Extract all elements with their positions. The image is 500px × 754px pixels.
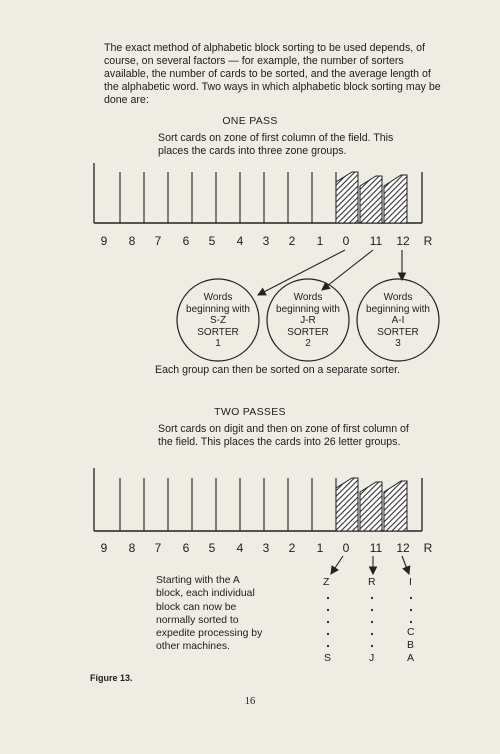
figure-label: Figure 13. xyxy=(90,673,133,683)
card-stack-2-0 xyxy=(336,478,358,531)
one-pass-caption: Each group can then be sorted on a separate sorter. xyxy=(155,364,400,376)
pocket-label-4: 4 xyxy=(236,234,244,248)
svg-text:0: 0 xyxy=(342,541,350,555)
two-pass-pocket-labels xyxy=(101,541,433,555)
svg-text:1: 1 xyxy=(316,541,324,555)
pocket-label-0: 0 xyxy=(342,234,350,248)
svg-text:8: 8 xyxy=(128,541,136,555)
svg-text:12: 12 xyxy=(396,541,410,555)
svg-text:11: 11 xyxy=(369,541,383,555)
letter-b: B xyxy=(407,639,415,651)
two-passes-heading: TWO PASSES xyxy=(214,406,286,418)
svg-text:2: 2 xyxy=(288,541,296,555)
pocket-label-6: 6 xyxy=(182,234,190,248)
pocket-label-7: 7 xyxy=(154,234,162,248)
card-stack-12 xyxy=(384,175,407,223)
svg-text:4: 4 xyxy=(236,541,244,555)
pocket-label-11: 11 xyxy=(369,234,383,248)
svg-text:5: 5 xyxy=(208,541,216,555)
card-stack-2-12 xyxy=(384,481,407,531)
two-passes-instruction: Sort cards on digit and then on zone of first column of the field. This places the cards into 26 letter groups. xyxy=(158,423,409,448)
pocket-label-r: R xyxy=(423,234,433,248)
page-number: 16 xyxy=(244,696,256,707)
card-stack-11 xyxy=(360,176,382,223)
sorter-1-text: Words beginning with S-Z SORTER 1 xyxy=(186,292,250,349)
two-pass-arrows xyxy=(331,556,409,574)
pocket-label-5: 5 xyxy=(208,234,216,248)
starting-paragraph: Starting with the A block, each individual block can now be normally sorted to expedite processing by other machines. xyxy=(156,575,263,653)
svg-text:3: 3 xyxy=(262,541,270,555)
one-pass-instruction: Sort cards on zone of first column of the field. This places the cards into three zone groups. xyxy=(158,132,394,157)
card-stack-0 xyxy=(336,172,358,223)
pocket-label-2: 2 xyxy=(288,234,296,248)
svg-text:6: 6 xyxy=(182,541,190,555)
letter-r: R xyxy=(368,576,376,588)
letter-s: S xyxy=(324,652,332,664)
one-pass-arrows xyxy=(258,250,402,295)
letter-column-dots xyxy=(327,597,412,647)
pocket-label-3: 3 xyxy=(262,234,270,248)
letter-j: J xyxy=(369,652,375,664)
letter-c: C xyxy=(407,626,415,638)
one-pass-pocket-labels xyxy=(101,234,433,248)
intro-paragraph: The exact method of alphabetic block sorting to be used depends, of course, on several factors — for example, the number of sorters available, the number of cards to be sorted, and the average length of the alphabetic word. Two ways in which alphabetic block sorting may be done are: xyxy=(104,42,441,106)
pocket-label-12: 12 xyxy=(396,234,410,248)
sorter-2-text: Words beginning with J-R SORTER 2 xyxy=(276,292,340,349)
one-pass-heading: ONE PASS xyxy=(222,115,278,127)
svg-text:R: R xyxy=(423,541,433,555)
pocket-label-8: 8 xyxy=(128,234,136,248)
sorter-3-text: Words beginning with A-I SORTER 3 xyxy=(366,292,430,349)
one-pass-pockets xyxy=(94,163,422,223)
svg-text:7: 7 xyxy=(154,541,162,555)
letter-a: A xyxy=(407,652,415,664)
card-stack-2-11 xyxy=(360,482,382,531)
letter-z: Z xyxy=(323,576,330,588)
letter-i: I xyxy=(409,576,412,588)
two-pass-pockets xyxy=(94,468,422,531)
svg-text:9: 9 xyxy=(100,541,108,555)
pocket-label-1: 1 xyxy=(316,234,324,248)
pocket-label-9: 9 xyxy=(100,234,108,248)
